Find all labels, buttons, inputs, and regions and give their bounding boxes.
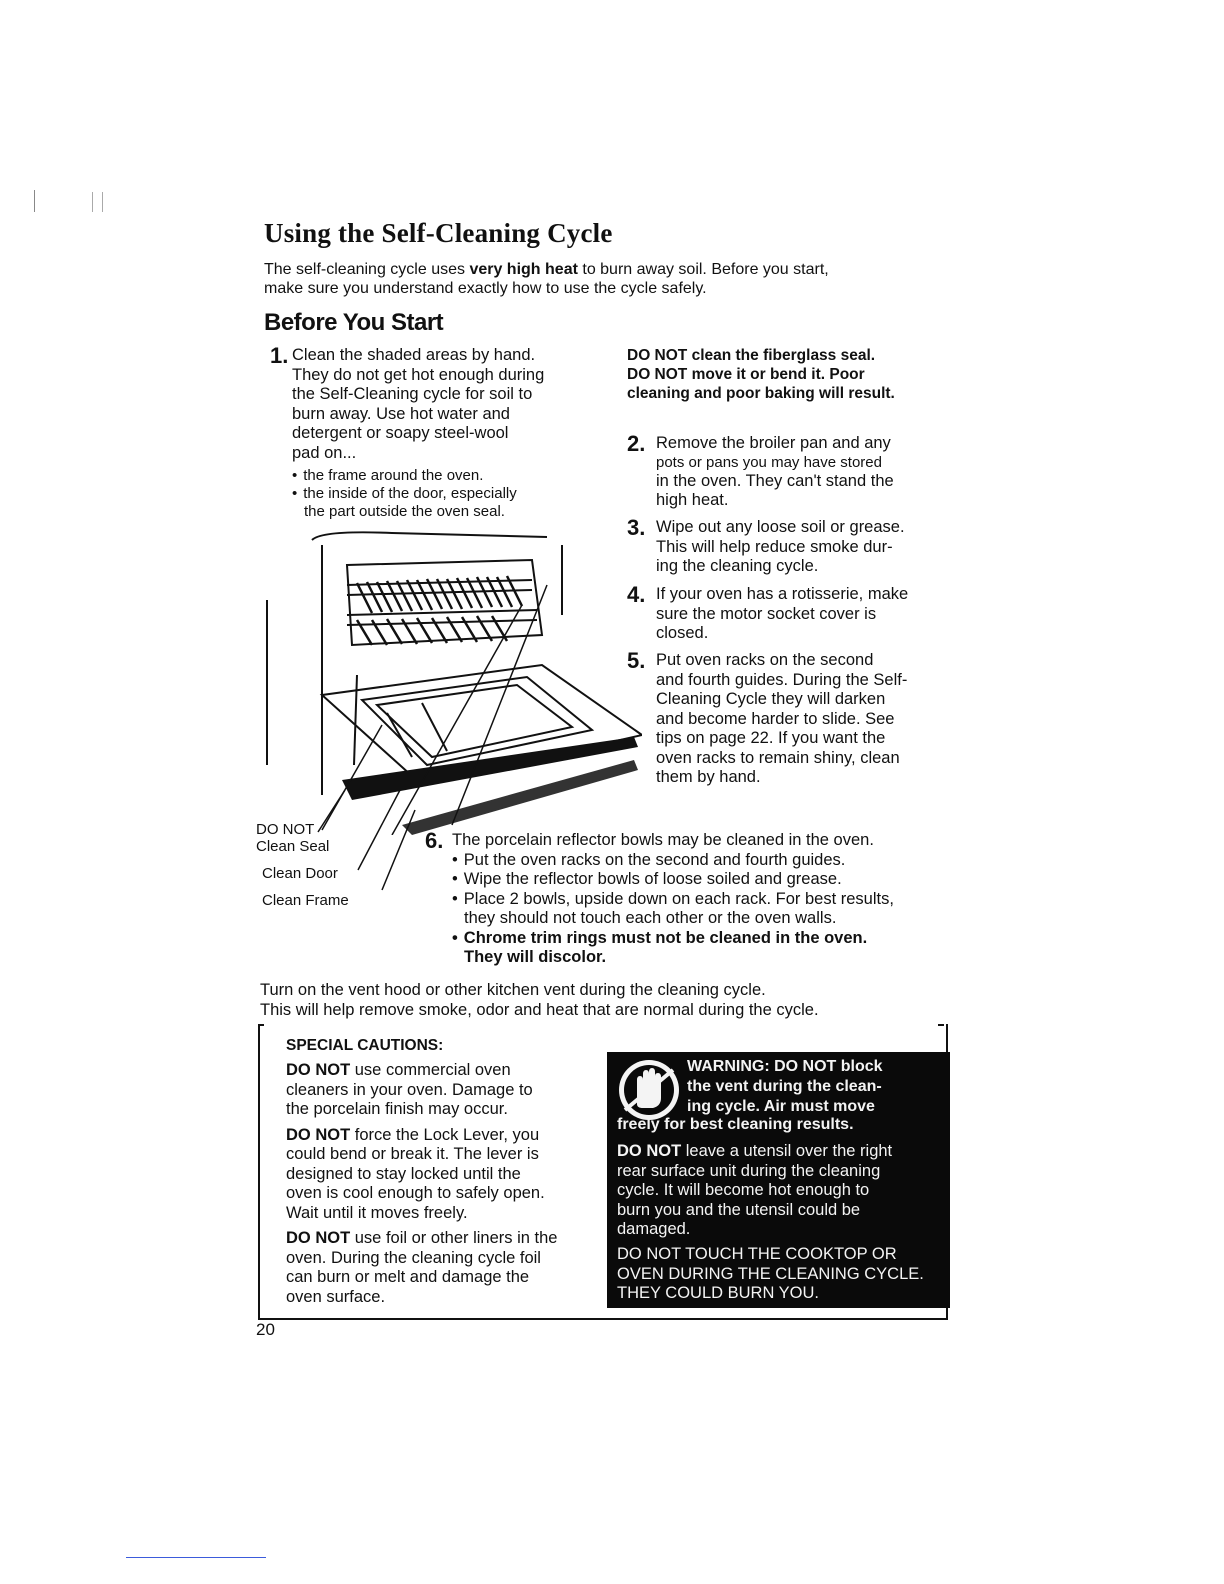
text-line: the vent during the clean- [687,1078,882,1095]
text-line: Clean the shaded areas by hand. [292,346,536,364]
text-line: oven racks to remain shiny, clean [656,748,900,767]
caution-item [286,1126,596,1224]
caution-text: force the Lock Lever, you [350,1125,540,1144]
intro-emphasis: very high heat [469,261,578,278]
text-line: sure the motor socket cover is [656,604,877,623]
text-line: tips on page 22. If you want the [656,729,886,747]
intro-text: The self-cleaning cycle uses [264,261,470,278]
caution-bold: DO NOT [286,1229,351,1247]
caution-bold: DO NOT [286,1061,351,1079]
vent-note [260,981,960,1020]
step-text [292,346,600,463]
fiberglass-warning [627,346,957,403]
intro-paragraph [264,260,964,298]
text-line: They do not get hot enough during [292,365,545,384]
text-line: If your oven has a rotisserie, make [656,585,909,603]
step-number: 1. [270,343,289,368]
text-line: DO NOT TOUCH THE COOKTOP OR [617,1245,897,1263]
text-line: closed. [656,624,709,642]
text-line: oven surface. [286,1287,386,1306]
text-line: ing the cleaning cycle. [656,557,819,575]
text-line: The porcelain reflector bowls may be cleaned in the oven. [452,831,874,849]
text-line: cleaners in your oven. Damage to [286,1080,533,1099]
box-corner [938,1024,944,1026]
step-5 [627,648,957,788]
warning-heading [687,1057,947,1117]
step-number: 6. [425,828,444,853]
text-line: in the oven. They can't stand the [656,471,894,490]
text-line: can burn or melt and damage the [286,1268,530,1286]
text-line: Turn on the vent hood or other kitchen vent during the cleaning cycle. [260,981,766,999]
text-line: high heat. [656,491,729,509]
text-line: and become harder to slide. See [656,709,895,728]
special-cautions [286,1037,596,1307]
text-line: This will help remove smoke, odor and heat that are normal during the cycle. [260,1000,819,1019]
step-6 [425,828,965,968]
bullet-item: • Place 2 bowls, upside down on each rack. For best results, [452,890,965,910]
intro-text: make sure you understand exactly how to use the cycle safely. [264,280,707,297]
text-line: them by hand. [656,768,761,786]
page-title: Using the Self-Cleaning Cycle [264,218,613,248]
label-leaders [300,790,420,910]
warning-heading-full: freely for best cleaning results. [617,1116,854,1133]
text-line: pad on... [292,443,357,462]
text-line: THEY COULD BURN YOU. [617,1284,820,1302]
text-line: detergent or soapy steel-wool [292,424,509,442]
text-line: cycle. It will become hot enough to [617,1181,870,1199]
step-text [452,831,965,968]
text-line: burn away. Use hot water and [292,404,510,423]
text-line: oven is cool enough to safely open. [286,1184,545,1202]
bullet-item-cont: They will discolor. [464,948,607,966]
step-4 [627,582,957,644]
text-line: burn you and the utensil could be [617,1200,861,1219]
label-do-not: DO NOT [256,821,315,838]
bullet-item-cont: they should not touch each other or the oven walls. [464,909,837,927]
text-line: OVEN DURING THE CLEANING CYCLE. [617,1264,924,1283]
bullet-item-bold: • Chrome trim rings must not be cleaned in the oven. [452,929,965,949]
hand-warning-icon [615,1056,683,1124]
text-line: the porcelain finish may occur. [286,1100,508,1118]
step-number: 2. [627,431,646,456]
caution-bold: DO NOT [286,1125,351,1144]
warning-line: DO NOT clean the fiberglass seal. [627,347,876,364]
step-text [656,585,957,644]
step-3 [627,515,957,577]
step-1 [270,343,600,521]
text-line: Put oven racks on the second [656,651,874,669]
warning-paragraph-2 [617,1245,947,1304]
text-line: pots or pans you may have stored [656,453,882,471]
text-line: could bend or break it. The lever is [286,1145,539,1163]
caution-text: use commercial oven [350,1061,511,1079]
text-line: ing cycle. Air must move [687,1098,875,1115]
bullet-item: • Put the oven racks on the second and fourth guides. [452,851,965,871]
scan-mark [34,190,35,212]
text-line: designed to stay locked until the [286,1164,521,1183]
warning-paragraph-1 [617,1142,947,1240]
step-text [656,651,957,788]
oven-illustration [262,525,642,835]
caution-item [286,1229,596,1307]
label-clean-seal: Clean Seal [256,838,330,855]
text-line: and fourth guides. During the Self- [656,670,908,689]
warning-line: DO NOT move it or bend it. Poor [627,366,865,383]
step-number: 3. [627,515,646,540]
box-corner [258,1024,264,1026]
page-number: 20 [256,1320,275,1339]
text-line: oven. During the cleaning cycle foil [286,1248,541,1267]
cautions-heading: SPECIAL CAUTIONS: [286,1037,444,1054]
text-line: rear surface unit during the cleaning [617,1161,881,1180]
bullet-item: • the frame around the oven. [292,467,600,485]
bottom-rule [126,1557,266,1558]
text-line: Wait until it moves freely. [286,1203,468,1222]
caution-text: use foil or other liners in the [350,1229,558,1247]
step-bullets [292,467,600,521]
scan-mark [92,192,93,212]
intro-text: to burn away soil. Before you start, [577,261,829,278]
section-heading: Before You Start [264,309,444,336]
step-text [656,434,957,511]
text-line: Remove the broiler pan and any [656,434,891,452]
warning-bold: DO NOT [617,1142,682,1160]
label-clean-frame: Clean Frame [262,892,349,909]
step-number: 4. [627,582,646,607]
text-line: Cleaning Cycle they will darken [656,690,886,708]
text-line: the Self-Cleaning cycle for soil to [292,385,533,403]
bullet-item: • the inside of the door, especially [292,485,600,503]
text-line: Wipe out any loose soil or grease. [656,518,905,536]
text-line: WARNING: DO NOT block [687,1058,883,1075]
bullet-item: • Wipe the reflector bowls of loose soiled and grease. [452,870,965,890]
label-clean-door: Clean Door [262,865,338,882]
warning-line: cleaning and poor baking will result. [627,385,895,402]
bullet-item-cont: the part outside the oven seal. [304,503,505,520]
scan-mark [102,192,103,212]
step-text [656,518,957,577]
step-number: 5. [627,648,646,673]
step-2 [627,431,957,511]
text-line: This will help reduce smoke dur- [656,537,893,556]
caution-item [286,1061,596,1120]
warning-panel [607,1052,950,1308]
text-line: damaged. [617,1220,691,1238]
warning-text: leave a utensil over the right [681,1142,893,1160]
